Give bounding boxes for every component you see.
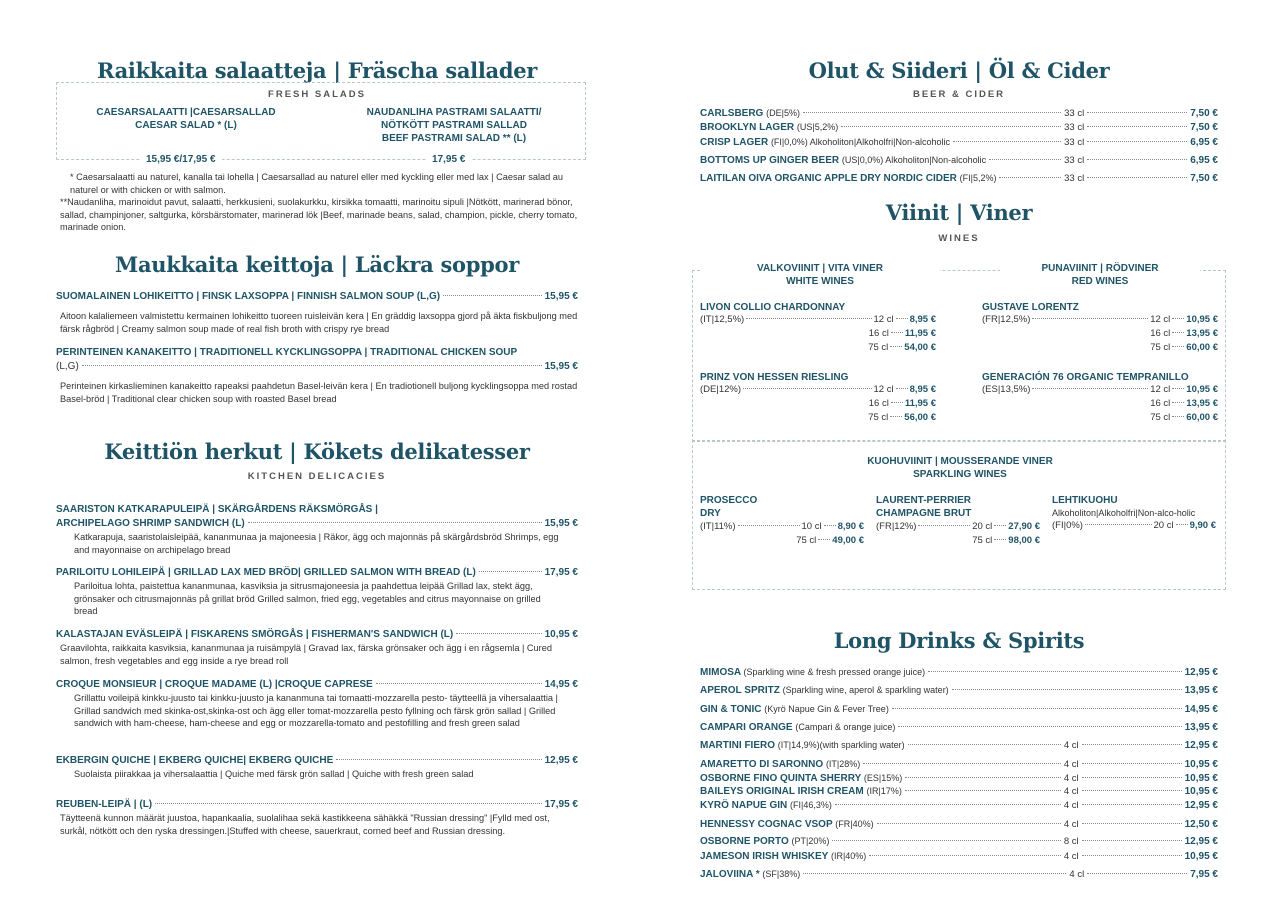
leader-dots <box>1087 159 1187 160</box>
drink-item <box>700 851 1218 862</box>
drink-item <box>700 836 1218 847</box>
leader-dots <box>918 525 970 526</box>
item-volume: 8 cl <box>1063 836 1079 847</box>
leader-dots <box>877 823 1061 824</box>
wine-volume: 12 cl <box>1150 384 1171 395</box>
item-price: 7,50 € <box>1190 122 1218 133</box>
item-name: LAITILAN OIVA ORGANIC APPLE DRY NORDIC CIDER (FI|5,2%) <box>700 173 997 184</box>
leader-dots <box>738 525 800 526</box>
wine-price-row <box>982 383 1218 397</box>
item-price: 12,95 € <box>1184 800 1218 811</box>
leader-dots <box>835 804 1061 805</box>
item-name: HENNESSY COGNAC VSOP (FR|40%) <box>700 819 874 830</box>
item-price: 10,95 € <box>1184 773 1218 784</box>
item-name: BOTTOMS UP GINGER BEER (US|0,0%) Alkoholiton|Non-alcoholic <box>700 155 987 166</box>
wine-volume: 75 cl <box>1150 412 1171 423</box>
wine-name: LIVON COLLIO CHARDONNAY <box>700 302 846 313</box>
red-head-line1: PUNAVIINIT | RÖDVINER <box>1041 263 1159 274</box>
leader-dots <box>1032 388 1148 389</box>
wine-price-row <box>982 313 1218 327</box>
leader-dots <box>1172 416 1184 417</box>
kitchen-item-desc: Katkarapuja, saaristolaisleipää, kananmunaa ja majoneesia | Räkor, ägg och majonnäs på skärgårdsbröd Shrimps, egg and mayonnaise on archipelago bread <box>74 532 559 555</box>
soup-item-price: 15,95 € <box>544 361 578 372</box>
item-volume: 4 cl <box>1063 773 1079 784</box>
drinks-title: Long Drinks & Spirits <box>833 628 1085 653</box>
item-tag: (PT|20%) <box>791 836 830 846</box>
item-tag: (IR|17%) <box>866 786 902 796</box>
item-name: MARTINI FIERO (IT|14,9%)(with sparkling water) <box>700 740 905 751</box>
wine-name: GUSTAVE LORENTZ <box>982 302 1079 313</box>
leader-dots <box>479 571 542 572</box>
wine-price-row <box>876 534 1040 548</box>
wine-price: 9,90 € <box>1189 520 1216 531</box>
sparkling-3 <box>1052 494 1216 533</box>
wine-price: 56,00 € <box>904 412 936 423</box>
item-volume: 4 cl <box>1063 786 1079 797</box>
sparkling-head-line1: KUOHUVIINIT | MOUSSERANDE VINER <box>867 456 1053 467</box>
leader-dots <box>456 633 541 634</box>
leader-dots <box>892 708 1182 709</box>
leader-dots <box>1172 346 1184 347</box>
wine-volume: 75 cl <box>972 535 993 546</box>
wine-price-row <box>700 397 936 411</box>
salads-subtitle: FRESH SALADS <box>268 89 366 100</box>
caesar-salad-name <box>56 106 316 132</box>
kitchen-item-2 <box>56 567 578 578</box>
kitchen-item-6 <box>56 799 578 810</box>
leader-dots <box>803 112 1061 113</box>
item-tag: (Sparkling wine, aperol & sparkling water) <box>782 685 949 695</box>
item-tag: (US|5,2%) <box>796 122 839 132</box>
soup-item-tags: (L,G) <box>56 361 79 372</box>
item-name: BAILEYS ORIGINAL IRISH CREAM (IR|17%) <box>700 786 902 797</box>
kitchen-item-name: PARILOITU LOHILEIPÄ | GRILLAD LAX MED BRÖD| GRILLED SALMON WITH BREAD (L) <box>56 567 476 578</box>
wine-volume: 16 cl <box>868 328 889 339</box>
item-tag: (SF|38%) <box>762 869 801 879</box>
wine-price-rows <box>876 520 1040 548</box>
item-name: CARLSBERG (DE|5%) <box>700 108 800 119</box>
wine-desc: Alkoholiton|Alkoholfri|Non-alco-holic <box>1052 508 1196 518</box>
leader-dots <box>994 539 1006 540</box>
pastrami-price: 17,95 € <box>426 154 471 165</box>
wine-price: 54,00 € <box>904 342 936 353</box>
item-price: 14,95 € <box>1184 704 1218 715</box>
leader-dots <box>746 318 871 319</box>
leader-dots <box>1087 177 1187 178</box>
wine-name: GENERACIÓN 76 ORGANIC TEMPRANILLO <box>982 372 1189 383</box>
kitchen-item-4 <box>56 679 578 690</box>
item-price: 12,95 € <box>1184 836 1218 847</box>
item-name: MIMOSA (Sparkling wine & fresh pressed orange juice) <box>700 667 926 678</box>
item-tag: (ES|15%) <box>863 773 903 783</box>
wine-volume: 75 cl <box>868 342 889 353</box>
leader-dots <box>1087 873 1187 874</box>
leader-dots <box>905 777 1061 778</box>
leader-dots <box>1082 777 1182 778</box>
white-head-line2: WHITE WINES <box>786 276 854 287</box>
soup-item-salmon <box>56 291 578 302</box>
wine-price: 13,95 € <box>1186 328 1218 339</box>
sparkling-header <box>800 455 1120 481</box>
caesar-name-line1: CAESARSALAATTI |CAESARSALLAD <box>96 107 276 118</box>
red-head-line2: RED WINES <box>1071 276 1129 287</box>
beer-item <box>700 173 1218 184</box>
item-name: JAMESON IRISH WHISKEY (IR|40%) <box>700 851 867 862</box>
soups-title: Maukkaita keittoja | Läckra soppor <box>115 252 519 277</box>
kitchen-item-1 <box>56 518 578 529</box>
wine-title: Viinit | Viner <box>885 200 1033 225</box>
leader-dots <box>999 177 1061 178</box>
leader-dots <box>841 126 1061 127</box>
wine-name: LEHTIKUOHU <box>1052 495 1118 506</box>
leader-dots <box>1085 524 1152 525</box>
kitchen-item-desc: Grillattu voileipä kinkku-juusto tai kinkku-juusto ja kananmuna tai tomaatti-mozzarella pesto- täytteellä ja vihersalaattia | Grillad sandwich med skinka-ost,skinka-ost och ägg eller tomat-mozzarella pesto fyllning och färsk grön sallad | Grilled sandwich with ham-cheese, ham-cheese and egg or mozzarella-tomato and pestofilling and fresh green salad <box>74 693 558 728</box>
kitchen-item-price: 14,95 € <box>544 679 578 690</box>
wine-price: 49,00 € <box>832 535 864 546</box>
leader-dots <box>1087 141 1187 142</box>
item-price: 13,95 € <box>1184 685 1218 696</box>
leader-dots <box>891 402 903 403</box>
wine-volume: 75 cl <box>796 535 817 546</box>
drink-item <box>700 800 1218 811</box>
wine-price-row <box>982 341 1218 355</box>
item-name: KYRÖ NAPUE GIN (FI|46,3%) <box>700 800 832 811</box>
leader-dots <box>1082 823 1182 824</box>
item-volume: 33 cl <box>1064 173 1085 184</box>
wine-red-1 <box>982 302 1218 355</box>
sparkling-head-line2: SPARKLING WINES <box>913 469 1007 480</box>
kitchen-item-desc: Suolaista piirakkaa ja vihersalaattia | Quiche med färsk grön sallad | Quiche with fresh green salad <box>74 769 474 779</box>
kitchen-item-price: 17,95 € <box>544 567 578 578</box>
drink-item <box>700 759 1218 770</box>
beer-subtitle: BEER & CIDER <box>912 89 1006 100</box>
soup-item-chicken <box>56 347 578 358</box>
drink-item <box>700 819 1218 830</box>
wine-price-row <box>700 520 864 534</box>
leader-dots <box>928 671 1182 672</box>
soup-desc-salmon: Aitoon kalaliemeen valmistettu kermainen lohikeitto tuoreen ruisleivän kera | En gräddig laxsoppa gjord på äkta fiskbuljong med färsk rågbröd | Creamy salmon soup made of real fish broth with crispy rye bread <box>60 311 578 334</box>
white-wines-header <box>700 262 940 288</box>
item-name: OSBORNE FINO QUINTA SHERRY (ES|15%) <box>700 773 903 784</box>
leader-dots <box>1082 744 1182 745</box>
leader-dots <box>824 525 836 526</box>
item-tag: (Campari & orange juice) <box>795 722 896 732</box>
leader-dots <box>1082 790 1182 791</box>
leader-dots <box>989 159 1061 160</box>
item-price: 6,95 € <box>1190 137 1218 148</box>
leader-dots <box>1087 126 1187 127</box>
beer-item <box>700 155 1218 166</box>
item-name: AMARETTO DI SARONNO (IT|28%) <box>700 759 861 770</box>
item-price: 7,50 € <box>1190 173 1218 184</box>
leader-dots <box>1082 804 1182 805</box>
leader-dots <box>908 744 1061 745</box>
item-volume: 4 cl <box>1063 800 1079 811</box>
leader-dots <box>336 759 541 760</box>
wine-volume: 12 cl <box>1150 314 1171 325</box>
kitchen-item-name: ARCHIPELAGO SHRIMP SANDWICH (L) <box>56 518 245 529</box>
wine-price-rows <box>700 313 936 355</box>
item-name: GIN & TONIC (Kyrö Napue Gin & Fever Tree) <box>700 704 889 715</box>
kitchen-item-price: 12,95 € <box>544 755 578 766</box>
drink-item <box>700 685 1218 696</box>
drink-item <box>700 667 1218 678</box>
item-tag: (IT|28%) <box>825 759 861 769</box>
item-price: 10,95 € <box>1184 851 1218 862</box>
leader-dots <box>896 318 908 319</box>
wine-price-row <box>700 411 936 425</box>
wine-price: 27,90 € <box>1008 521 1040 532</box>
wine-price: 13,95 € <box>1186 398 1218 409</box>
caesar-name-line2: CAESAR SALAD * (L) <box>135 120 237 131</box>
leader-dots <box>898 726 1181 727</box>
wine-tag: (DE|12%) <box>700 384 742 395</box>
kitchen-item-name: EKBERGIN QUICHE | EKBERG QUICHE| EKBERG QUICHE <box>56 755 334 766</box>
pastrami-name-line3: BEEF PASTRAMI SALAD ** (L) <box>381 133 527 144</box>
wine-price-row <box>700 327 936 341</box>
item-volume: 33 cl <box>1064 137 1085 148</box>
drink-item <box>700 722 1218 733</box>
pastrami-name-line1: NAUDANLIHA PASTRAMI SALAATTI/ <box>366 107 542 118</box>
salads-note-2: **Naudanliha, marinoidut pavut, salaatti, herkkusieni, suolakurkku, kirsikka tomaatti, marinoitu sipuli |Nötkött, marinerad bönor, sallad, champinjoner, saltgurka, körsbärstomater, marinerad lök |Beef, marinade beans, salad, champion, pickle, cherry tomato, marinade onion. <box>60 197 578 232</box>
beer-item <box>700 122 1218 133</box>
kitchen-item-name: KALASTAJAN EVÄSLEIPÄ | FISKARENS SMÖRGÅS | FISHERMAN'S SANDWICH (L) <box>56 629 454 640</box>
wine-price: 11,95 € <box>904 328 936 339</box>
wine-price-row <box>982 397 1218 411</box>
wine-name-2: CHAMPAGNE BRUT <box>876 508 972 519</box>
leader-dots <box>890 346 902 347</box>
item-volume: 4 cl <box>1069 869 1085 880</box>
kitchen-item-price: 10,95 € <box>544 629 578 640</box>
wine-price: 10,95 € <box>1186 314 1218 325</box>
drink-item <box>700 740 1218 751</box>
wine-tag: (IT|11%) <box>700 521 736 532</box>
leader-dots <box>1087 112 1187 113</box>
wine-white-2 <box>700 372 936 425</box>
wine-name: PROSECCO <box>700 495 758 506</box>
leader-dots <box>1176 524 1188 525</box>
wine-white-1 <box>700 302 936 355</box>
wine-volume: 20 cl <box>1153 520 1174 531</box>
item-tag: (FI|0,0%) Alkoholiton|Alkoholfri|Non-alcoholic <box>770 137 951 147</box>
item-volume: 4 cl <box>1063 851 1079 862</box>
item-tag: (US|0,0%) Alkoholiton|Non-alcoholic <box>841 155 987 165</box>
wine-tag: (IT|12,5%) <box>700 314 745 325</box>
drink-item <box>700 869 1218 880</box>
item-volume: 33 cl <box>1064 108 1085 119</box>
pastrami-name-line2: NÖTKÖTT PASTRAMI SALLAD <box>381 120 527 131</box>
wine-price: 8,90 € <box>837 521 864 532</box>
leader-dots <box>869 855 1061 856</box>
wine-price-row <box>876 520 1040 534</box>
item-price: 12,50 € <box>1184 819 1218 830</box>
wine-price-rows <box>700 520 864 548</box>
item-tag: (FI|46,3%) <box>790 800 832 810</box>
wine-subtitle: WINES <box>938 233 980 244</box>
kitchen-item-desc: Graavilohta, raikkaita kasviksia, kananmunaa ja ruisämpylä | Gravad lax, färska grönsaker och ägg i en rågsemla | Cured salmon, fresh vegetables and egg inside a rye bread roll <box>60 643 552 666</box>
white-head-line1: VALKOVIINIT | VITA VINER <box>757 263 883 274</box>
wine-red-2 <box>982 372 1218 425</box>
salads-note-1: * Caesarsalaatti au naturel, kanalla tai lohella | Caesarsallad au naturel eller med kyckling eller med lax | Caesar salad au naturel or with chicken or with salmon. <box>70 172 563 195</box>
item-price: 13,95 € <box>1184 722 1218 733</box>
kitchen-item-name: SAARISTON KATKARAPULEIPÄ | SKÄRGÅRDENS RÄKSMÖRGÅS | <box>56 504 378 515</box>
item-volume: 33 cl <box>1064 155 1085 166</box>
drink-item <box>700 704 1218 715</box>
leader-dots <box>1172 318 1184 319</box>
wine-volume: 16 cl <box>868 398 889 409</box>
wine-price-rows <box>982 383 1218 425</box>
item-tag: (Sparkling wine & fresh pressed orange juice) <box>743 667 926 677</box>
wine-volume: 75 cl <box>868 412 889 423</box>
leader-dots <box>952 689 1182 690</box>
wine-price-row <box>982 327 1218 341</box>
caesar-price: 15,95 €/17,95 € <box>140 154 222 165</box>
wine-price: 60,00 € <box>1186 412 1218 423</box>
leader-dots <box>376 683 542 684</box>
red-wines-header <box>1000 262 1200 288</box>
item-price: 12,95 € <box>1184 667 1218 678</box>
leader-dots <box>743 388 871 389</box>
leader-dots <box>953 141 1061 142</box>
item-name: APEROL SPRITZ (Sparkling wine, aperol & sparkling water) <box>700 685 949 696</box>
wine-volume: 12 cl <box>873 384 894 395</box>
item-name: OSBORNE PORTO (PT|20%) <box>700 836 830 847</box>
item-tag: (IR|40%) <box>830 851 867 861</box>
wine-tag: (FR|12%) <box>876 521 917 532</box>
sparkling-1 <box>700 494 864 548</box>
wine-price: 8,95 € <box>909 314 936 325</box>
leader-dots <box>832 840 1060 841</box>
wine-volume: 16 cl <box>1150 328 1171 339</box>
item-name: CAMPARI ORANGE (Campari & orange juice) <box>700 722 896 733</box>
item-price: 7,95 € <box>1190 869 1218 880</box>
wine-price-rows <box>700 383 936 425</box>
soup-item-name: SUOMALAINEN LOHIKEITTO | FINSK LAXSOPPA | FINNISH SALMON SOUP (L,G) <box>56 291 441 302</box>
beer-item <box>700 108 1218 119</box>
leader-dots <box>818 539 830 540</box>
wine-name-2: DRY <box>700 508 721 519</box>
leader-dots <box>1082 763 1182 764</box>
wine-price: 10,95 € <box>1186 384 1218 395</box>
leader-dots <box>248 522 542 523</box>
drink-item <box>700 786 1218 797</box>
beer-item <box>700 137 1218 148</box>
wine-tag: (ES|13,5%) <box>982 384 1031 395</box>
item-name: CRISP LAGER (FI|0,0%) Alkoholiton|Alkoholfri|Non-alcoholic <box>700 137 951 148</box>
leader-dots <box>1172 332 1184 333</box>
item-tag: (Kyrö Napue Gin & Fever Tree) <box>764 704 889 714</box>
kitchen-item-name: CROQUE MONSIEUR | CROQUE MADAME (L) |CROQUE CAPRESE <box>56 679 373 690</box>
item-tag: (DE|5%) <box>766 108 800 118</box>
item-volume: 4 cl <box>1063 759 1079 770</box>
kitchen-title: Keittiön herkut | Kökets delikatesser <box>104 439 530 464</box>
kitchen-item-3 <box>56 629 578 640</box>
leader-dots <box>994 525 1006 526</box>
wine-price-row <box>700 383 936 397</box>
wine-price-row <box>700 534 864 548</box>
leader-dots <box>896 388 908 389</box>
leader-dots <box>890 416 902 417</box>
leader-dots <box>1082 855 1182 856</box>
item-price: 12,95 € <box>1184 740 1218 751</box>
item-volume: 33 cl <box>1064 122 1085 133</box>
leader-dots <box>891 332 903 333</box>
kitchen-item-name: REUBEN-LEIPÄ | (L) <box>56 799 153 810</box>
drink-item <box>700 773 1218 784</box>
kitchen-item-price: 15,95 € <box>544 518 578 529</box>
leader-dots <box>863 763 1061 764</box>
kitchen-subtitle: KITCHEN DELICACIES <box>247 471 387 482</box>
sparkling-2 <box>876 494 1040 548</box>
leader-dots <box>1172 402 1184 403</box>
item-price: 7,50 € <box>1190 108 1218 119</box>
pastrami-salad-name <box>324 106 584 145</box>
wine-price-rows <box>1052 519 1216 533</box>
wine-price-rows <box>982 313 1218 355</box>
wine-volume: 12 cl <box>873 314 894 325</box>
item-tag: (FI|5,2%) <box>959 173 997 183</box>
item-volume: 4 cl <box>1063 740 1079 751</box>
soup-item-name: PERINTEINEN KANAKEITTO | TRADITIONELL KYCKLINGSOPPA | TRADITIONAL CHICKEN SOUP <box>56 347 518 358</box>
soup-item-price: 15,95 € <box>544 291 578 302</box>
wine-price: 11,95 € <box>904 398 936 409</box>
leader-dots <box>803 873 1066 874</box>
wine-price-row <box>982 411 1218 425</box>
wine-price-row <box>700 341 936 355</box>
beer-title: Olut & Siideri | Öl & Cider <box>808 58 1110 83</box>
item-price: 6,95 € <box>1190 155 1218 166</box>
wine-name: PRINZ VON HESSEN RIESLING <box>700 372 849 383</box>
soup-desc-chicken: Perinteinen kirkaslieminen kanakeitto rapeaksi paahdetun Basel-leivän kera | En tradiotionell buljong kycklingsoppa med rostad Basel-bröd | Traditional clear chicken soup with roasted Basel bread <box>60 381 578 404</box>
kitchen-item-desc: Pariloitua lohta, paistettua kananmunaa, kasviksia ja sitrusmajoneesia ja paahdettua leipää Grillad lax, stekt ägg, grönsaker och citrusmajonnäs på grillat bröd Grilled salmon, fried egg, vegetables and citrus mayonnaise on grilled bread <box>74 581 541 616</box>
kitchen-item-5 <box>56 755 578 766</box>
item-tag: (IT|14,9%)(with sparkling water) <box>777 740 905 750</box>
item-price: 10,95 € <box>1184 759 1218 770</box>
wine-tag: (FR|12,5%) <box>982 314 1031 325</box>
item-name: BROOKLYN LAGER (US|5,2%) <box>700 122 839 133</box>
wine-volume: 10 cl <box>801 521 822 532</box>
kitchen-item-desc: Täytteenä kunnon määrät juustoa, hapankaalia, suolalihaa sekä kastikkeena sähäkkä "Russian dressing" |Fylld med ost, surkål, nötkött och den ryska dressingen.|Stuffed with cheese, sauerkraut, corned beef and Russian dressing. <box>60 813 550 836</box>
wine-volume: 75 cl <box>1150 342 1171 353</box>
leader-dots <box>155 803 541 804</box>
wine-price: 98,00 € <box>1008 535 1040 546</box>
item-volume: 4 cl <box>1063 819 1079 830</box>
soup-item-chicken-price-line <box>56 361 578 372</box>
wine-volume: 16 cl <box>1150 398 1171 409</box>
leader-dots <box>82 365 542 366</box>
wine-price: 8,95 € <box>909 384 936 395</box>
wine-price-row <box>700 313 936 327</box>
leader-dots <box>1082 840 1182 841</box>
leader-dots <box>905 790 1061 791</box>
wine-volume: 20 cl <box>972 521 993 532</box>
kitchen-item-1-line1 <box>56 504 578 515</box>
leader-dots <box>1172 388 1184 389</box>
item-tag: (FR|40%) <box>835 819 874 829</box>
wine-tag: (FI|0%) <box>1052 520 1083 531</box>
item-name: JALOVIINA * (SF|38%) <box>700 869 801 880</box>
salads-title: Raikkaita salaatteja | Fräscha sallader <box>96 58 538 83</box>
leader-dots <box>1032 318 1148 319</box>
wine-price: 60,00 € <box>1186 342 1218 353</box>
leader-dots <box>443 295 541 296</box>
wine-price-row <box>1052 519 1216 533</box>
wine-name: LAURENT-PERRIER <box>876 495 972 506</box>
item-price: 10,95 € <box>1184 786 1218 797</box>
kitchen-item-price: 17,95 € <box>544 799 578 810</box>
